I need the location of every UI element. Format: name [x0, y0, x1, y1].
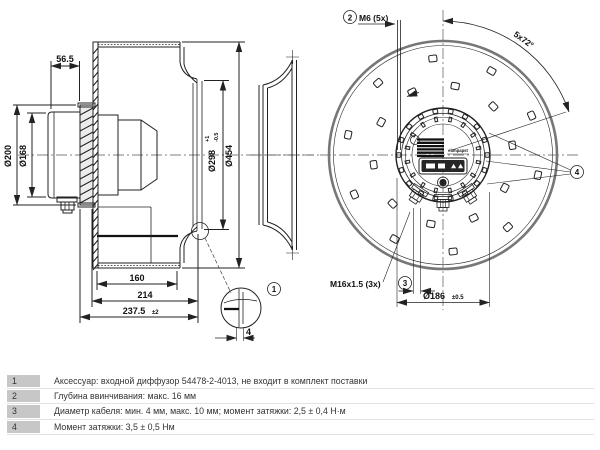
callout-2	[344, 11, 357, 24]
dim-gap-4: 4	[246, 327, 252, 337]
label-angle-5x72: 5x72°	[511, 28, 536, 51]
dim-diameter-168: Ø168	[18, 144, 28, 168]
callout-1	[268, 283, 281, 296]
dim-length-237-5-tol: ±2	[152, 310, 159, 316]
callout-4	[571, 166, 584, 179]
note-row	[7, 389, 594, 404]
label-m16: M16x1.5 (3x)	[330, 279, 381, 289]
note-row	[7, 420, 594, 435]
notes-table	[7, 374, 594, 435]
dim-diameter-186: Ø186	[422, 291, 446, 301]
note-row	[7, 404, 594, 419]
dim-length-237-5: 237.5	[122, 306, 146, 316]
note-text: Диаметр кабеля: мин. 4 мм, макс. 10 мм; момент затяжки: 2,5 ± 0,4 Н·м	[54, 406, 346, 417]
heatsink-fins	[417, 140, 444, 157]
note-number: 3	[7, 405, 40, 417]
terminal-cover	[419, 158, 467, 174]
callout-3	[399, 277, 412, 290]
angle-arc	[443, 21, 569, 112]
note-text: Момент затяжки: 3,5 ± 0,5 Нм	[54, 421, 175, 432]
note-text: Глубина ввинчивания: макс. 16 мм	[54, 391, 197, 402]
svg-text:3: 3	[402, 279, 408, 288]
dim-depth-56-5: 56.5	[56, 54, 74, 64]
front-view	[320, 10, 584, 310]
note-number: 4	[7, 421, 40, 433]
label-m6: M6 (5x)	[359, 13, 389, 23]
note-row	[7, 374, 594, 389]
dim-length-160: 160	[129, 273, 145, 283]
svg-text:Ø298: Ø298	[207, 149, 217, 173]
dim-diameter-298	[205, 133, 220, 173]
dimension-lines	[17, 42, 239, 317]
note-number: 1	[7, 375, 40, 387]
side-view	[3, 42, 322, 341]
svg-text:2: 2	[347, 13, 353, 23]
dim-diameter-186-tol: ±0.5	[452, 295, 464, 301]
svg-text:4: 4	[574, 168, 580, 177]
note-number: 2	[7, 390, 40, 402]
note-text: Аксессуар: входной диффузор 54478-2-4013, не входит в комплект поставки	[54, 376, 368, 387]
svg-text:-0.5: -0.5	[214, 132, 220, 142]
detail-view-content	[224, 289, 257, 327]
dim-length-214: 214	[137, 290, 153, 300]
svg-text:+1: +1	[205, 135, 211, 142]
dim-diameter-200: Ø200	[3, 144, 13, 168]
svg-text:1: 1	[271, 285, 277, 294]
brand-logo: ebmpapst	[448, 148, 468, 153]
dim-diameter-454: Ø454	[224, 144, 234, 168]
detail-source-circle	[192, 223, 209, 240]
